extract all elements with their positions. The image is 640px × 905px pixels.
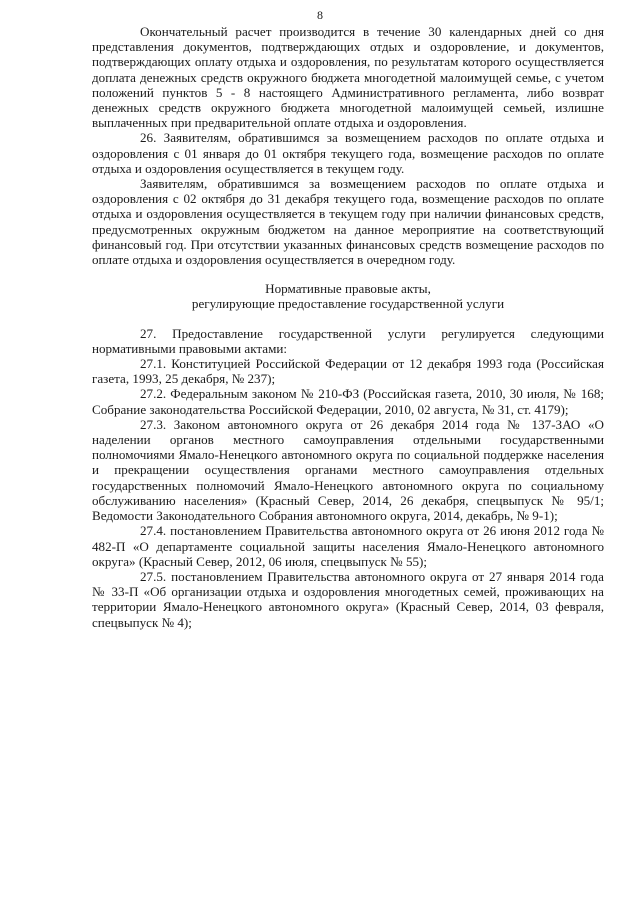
paragraph-27-2: 27.2. Федеральным законом № 210-ФЗ (Российская газета, 2010, 30 июля, № 168; Собрание законодательства Российской Федерации, 2010, 02 августа, № 31, ст. 4179); — [92, 386, 604, 417]
document-body — [92, 24, 604, 630]
paragraph-26-continuation: Заявителям, обратившимся за возмещением расходов по оплате отдыха и оздоровления с 02 октября до 31 декабря текущего года, возмещение расходов по оплате отдыха и оздоровления осуществляется в текущем году при наличии финансовых средств, предусмотренных окружным бюджетом на данное мероприятие на соответствующий финансовый год. При отсутствии указанных финансовых средств возмещение расходов по оплате отдыха и оздоровления осуществляется в очередном году. — [92, 176, 604, 268]
paragraph-27-1: 27.1. Конституцией Российской Федерации от 12 декабря 1993 года (Российская газета, 1993, 25 декабря, № 237); — [92, 356, 604, 387]
page-number: 8 — [317, 8, 323, 22]
paragraph-27: 27. Предоставление государственной услуги регулируется следующими нормативными правовыми актами: — [92, 325, 604, 356]
section-heading-line-2: регулирующие предоставление государственной услуги — [191, 296, 505, 312]
paragraph-26: 26. Заявителям, обратившимся за возмещением расходов по оплате отдыха и оздоровления с 01 января до 01 октября текущего года, возмещение расходов по оплате отдыха и оздоровления осуществляется в текущем году. — [92, 130, 604, 176]
section-heading — [92, 281, 604, 311]
paragraph-27-4: 27.4. постановлением Правительства автономного округа от 26 июня 2012 года № 482-П «О департаменте социальной защиты населения Ямало-Ненецкого автономного округа» (Красный Север, 2012, 06 июля, спецвыпуск № 55); — [92, 523, 604, 569]
paragraph-27-5: 27.5. постановлением Правительства автономного округа от 27 января 2014 года № 33-П «Об организации отдыха и оздоровления многодетных семей, проживающих на территории Ямало-Ненецкого автономного округа» (Красный Север, 2014, 03 февраля, спецвыпуск № 4); — [92, 568, 604, 630]
paragraph-27-3: 27.3. Законом автономного округа от 26 декабря 2014 года № 137-ЗАО «О наделении органов местного самоуправления отдельными государственными полномочиями Ямало-Ненецкого автономного округа по социальной поддержке населения и прекращении осуществления органами местного самоуправления отдельных государственных полномочий Ямало-Ненецкого автономного округа по социальному обслуживанию населения» (Красный Север, 2014, 26 декабря, спецвыпуск № 95/1; Ведомости Законодательного Собрания автономного округа, 2014, декабрь, № 9-1); — [92, 416, 604, 524]
paragraph-final-settlement: Окончательный расчет производится в течение 30 календарных дней со дня представления документов, подтверждающих отдых и оздоровление, и документов, подтверждающих оплату отдыха и оздоровления, по результатам которого осуществляется доплата денежных средств окружного бюджета многодетной малоимущей семье, с учетом положений пунктов 5 - 8 настоящего Административного регламента, либо возврат денежных средств окружного бюджета многодетной малоимущей семьей, излишне выплаченных при предварительной оплате отдыха и оздоровления. — [92, 24, 604, 131]
section-heading-line-1: Нормативные правовые акты, — [265, 281, 431, 297]
